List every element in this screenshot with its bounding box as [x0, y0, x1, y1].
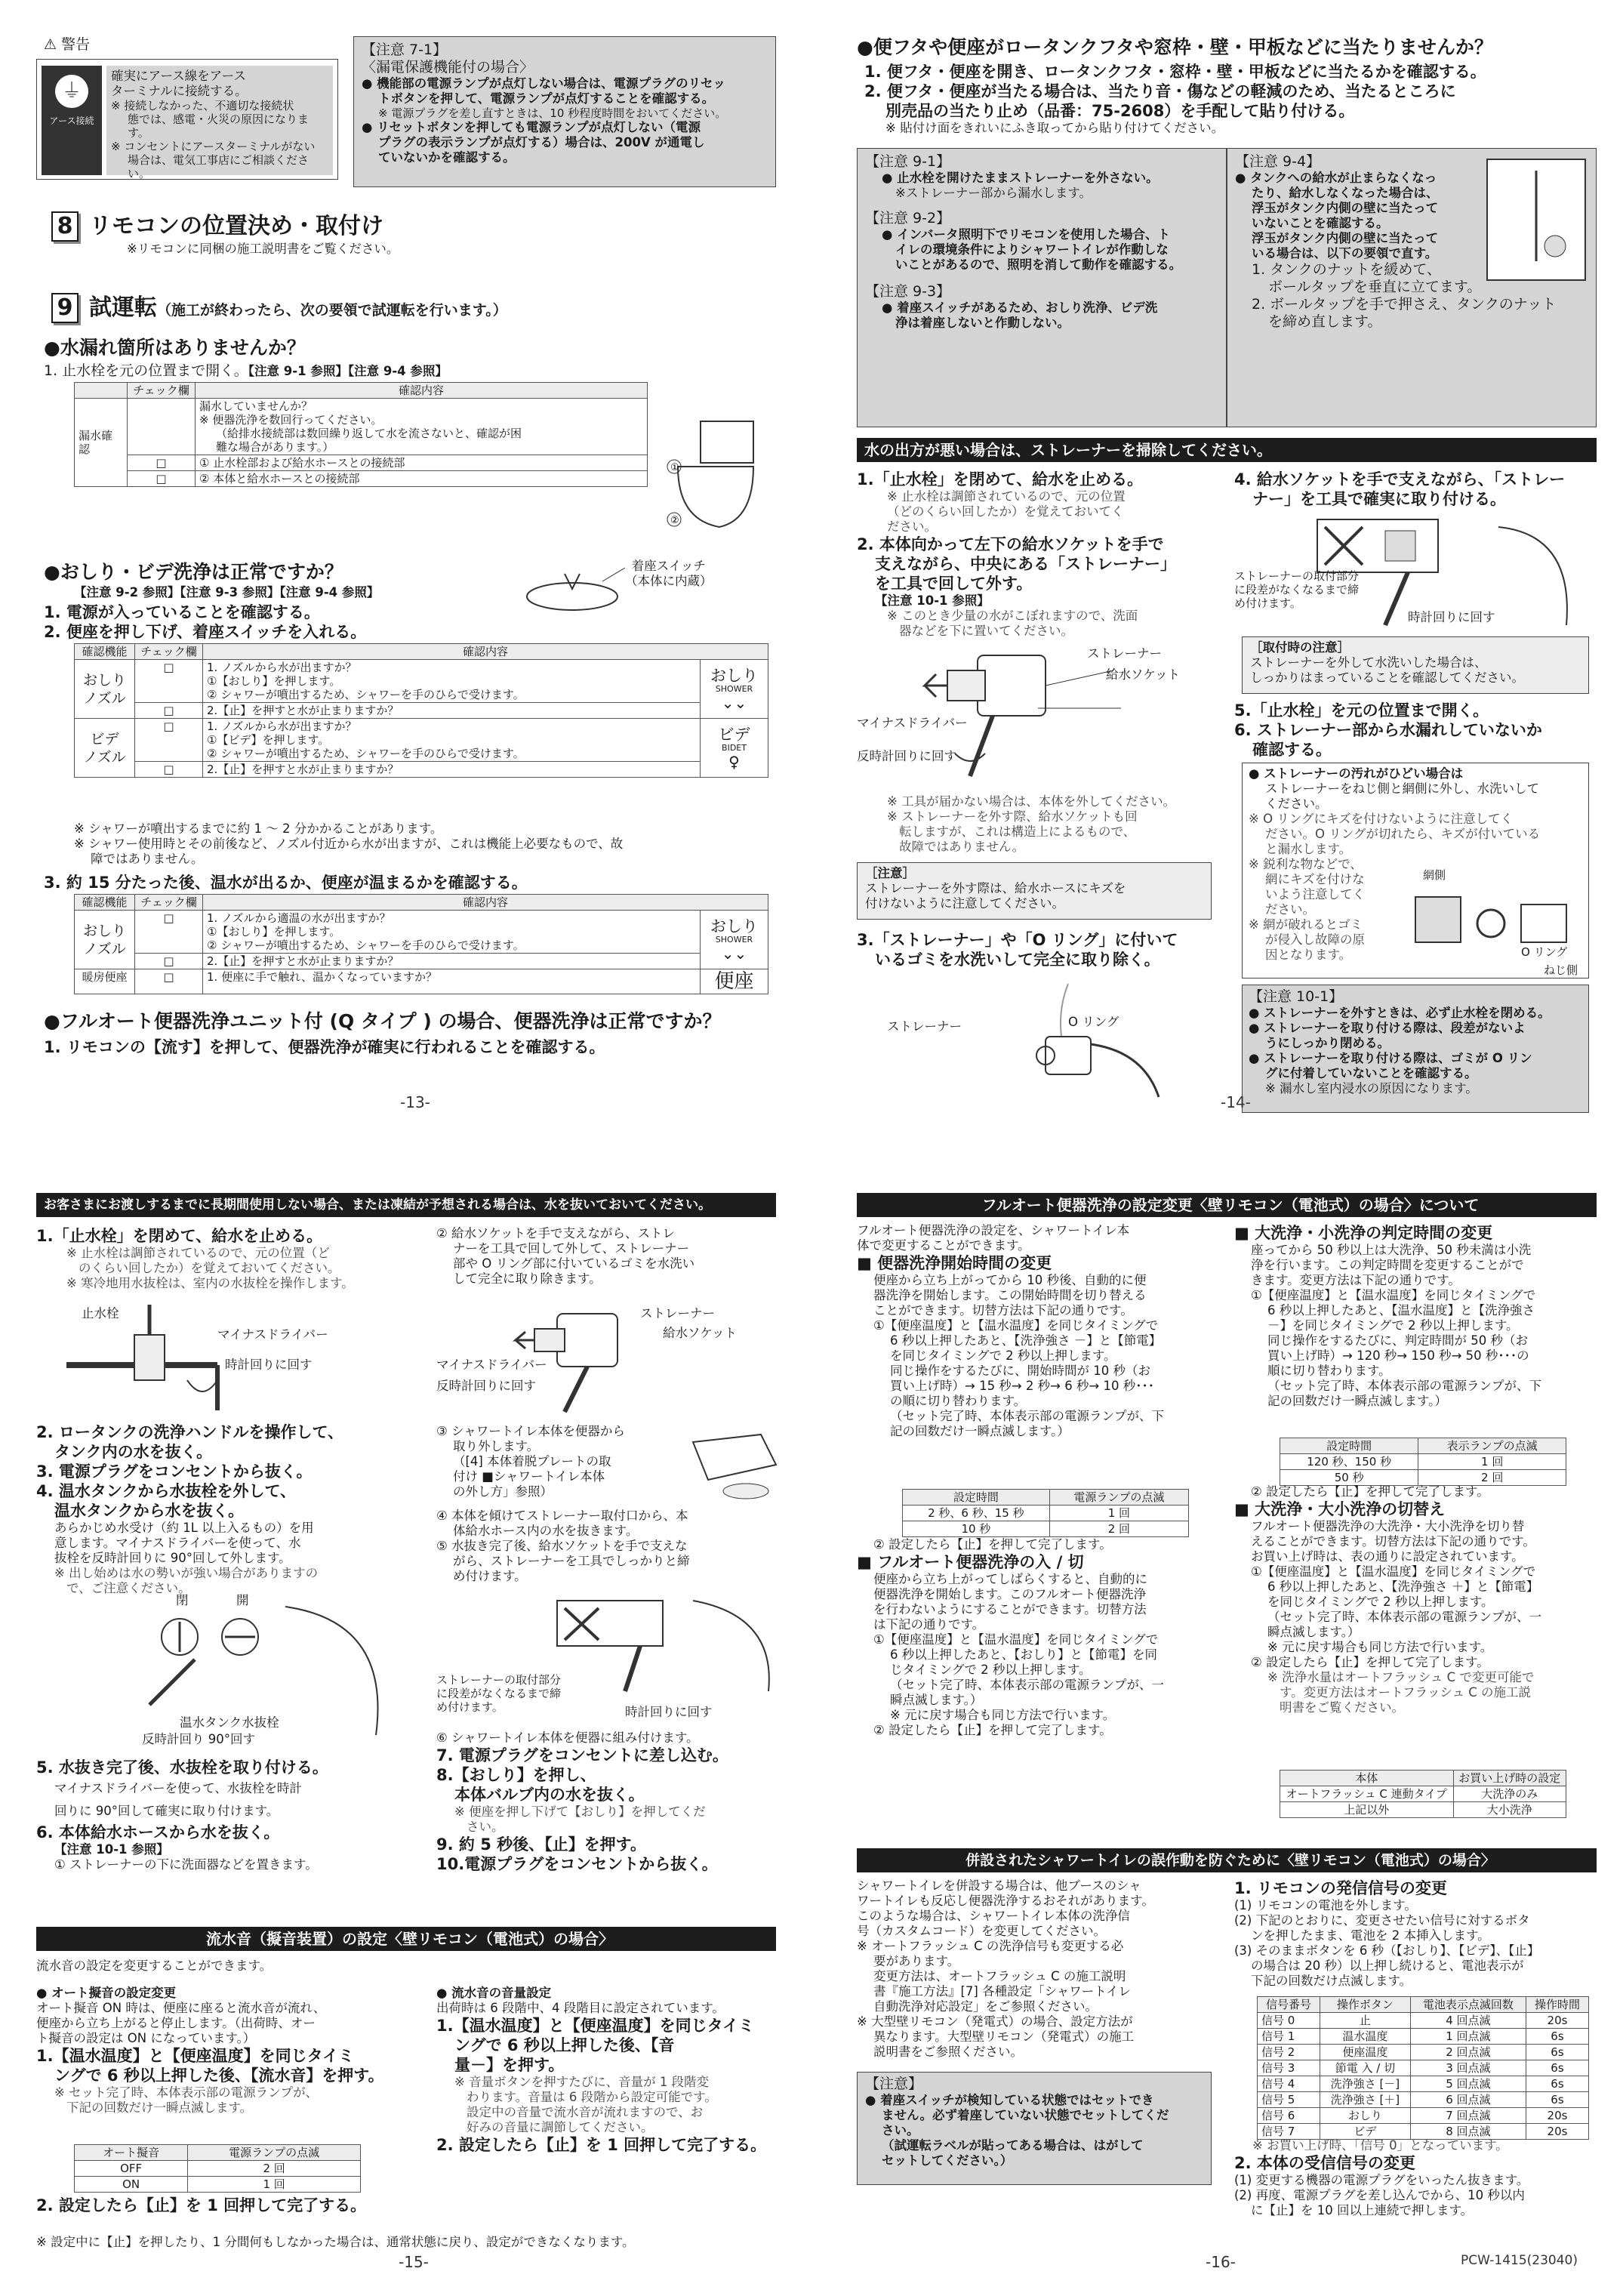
ground-icon: ⏚: [55, 75, 88, 108]
seat-switch-illustration: [519, 559, 625, 615]
section-9: 9 試運転（施工が終わったら、次の要領で試運転を行います。）: [51, 293, 507, 323]
strainer-parts-illustration: [1400, 882, 1581, 972]
warm-water-table: 確認機能 チェック欄 確認内容 おしり ノズル □ 1. ノズルから適温の水が出ますか？ ①【おしり】を押します。 ② シャワーが噴出するため、シャワーを手のひらで受けます。 おしり SHOWER ⌄⌄ □ 2.【止】を押すと水が止まりますか？ 暖房便座 □ 1. 便座に手で触れ、温かくなっていますか？ 便座: [74, 894, 768, 994]
volume-section: ● 流水音の音量設定 出荷時は 6 段階中、4 段階目に設定されています。 1.【温水温度】と【便座温度】を同じタイミ ングで 6 秒以上押した後、【音 量－】を押す。 ※ 音量ボタンを押すたびに、音量が 1 段階変 わります。音量は 6 段階から設定可能です。 設定中の音量で流水音が流れますので、お 好みの音量に調節してください。 2. 設定したら【止】を 1 回押して完了する。: [436, 1986, 767, 2154]
warning-label: 警告: [61, 36, 91, 53]
note-7-1: 【注意 7-1】 〈漏電保護機能付の場合〉 ● 機能部の電源ランプが点灯しない場合は、電源プラグのリセッ トボタンを押して、電源ランプが点灯することを確認する。 ※ 電源プラグを差し直すときは、10 秒程度時間をおいてください。 ● リセットボタンを押しても電源ランプが点灯しない（電源 プラグの表示ランプが点灯する）場合は、200V が通電し ていないかを確認する。: [353, 36, 776, 187]
flush-settings-left: フルオート便器洗浄の設定を、シャワートイレ本 体で変更することができます。 ■ 便器洗浄開始時間の変更 便座から立ち上がってから 10 秒後、自動的に便 器洗浄を開始します。この開始時間を切り替える ことができます。切替方法は下記の通りです。 ①【便座温度】と【温水温度】を同じタイミングで 6 秒以上押したあと、【洗浄強さ －】と【節電】 を同じタイミングで 2 秒以上押します。 同じ操作をするたびに、開始時間が 10 秒（お 買い上げ時）→ 15 秒→ 2 秒→ 6 秒→ 10 秒･･･ の順に切り替わります。 （セット完了時、本体表示部の電源ランプが、下 記の回数だけ一瞬点滅します。）: [857, 1223, 1164, 1438]
section-title: リモコンの位置決め・取付け: [89, 213, 383, 239]
drain-steps-left: 1.「止水栓」を閉めて、給水を止める。 ※ 止水栓は調節されているので、元の位置（ど のくらい回したか）を覚えておいてください。 ※ 寒冷地用水抜栓は、室内の水抜栓を操作します。: [36, 1227, 354, 1290]
signal-change-section: 1. リモコンの発信信号の変更 (1) リモコンの電池を外します。 (2) 下記のとおりに、変更させたい信号に対するボタ ンを押したまま、電池を 2 本挿入します。 (3) そのままボタンを 6 秒（【おしり】、【ビデ】、【止】 の場合は 20 秒）以上押し続けると、電池表示が 下記の回数だけ点滅します。: [1234, 1879, 1540, 1988]
section-8: 8 リモコンの位置決め・取付け ※リモコンに同梱の施工説明書をご覧ください。: [51, 211, 399, 257]
ground-symbol: ⏚ アース接続: [42, 66, 102, 175]
strainer-steps-left: 1.「止水栓」を閉めて、給水を止める。 ※ 止水栓は調節されているので、元の位置 （どのくらい回したか）を覚えておいてく ださい。 2. 本体向かって左下の給水ソケットを手で 支えながら、中央にある「ストレーナー」 を工具で回して外す。 【注意 10-1 参照】 ※ このとき少量の水がこぼれますので、洗面 器などを下に置いてください。: [857, 470, 1176, 638]
judge-time-table: 設定時間 表示ランプの点滅 120 秒、150 秒 1 回 50 秒 2 回: [1280, 1438, 1566, 1486]
oshiri-notes: ※ シャワーが噴出するまでに約 1 ～ 2 分かかることがあります。 ※ シャワー使用時とその前後など、ノズル付近から水が出ますが、これは機能上必要なもので、故 障ではありません。: [74, 821, 624, 866]
flow-sound-banner: 流水音（擬音装置）の設定〈壁リモコン（電池式）の場合〉: [36, 1927, 776, 1951]
page-13: ⚠ 警告 ⏚ アース接続 確実にアース線をアース ターミナルに接続する。 ※ 接続しなかった、不適切な接続状 態では、感電・火災の原因になります。 ※ コンセントにアースターミナルがない 場合は、電気工事店にご相談ください。 【注意 7-1】 〈漏電保護機能付の場合〉 ● 機能部の電源ランプが点灯しない場合は、電源プラグのリセッ トボタンを押して、電源ランプが点灯することを確認する。 ※ 電源プラグを差し直すときは、10 秒程度時間をおいてください。 ● リセットボタンを押しても電源ランプが点灯しない（電源 プラグの表示ランプが点灯する）場合は、200V が通電し ていないかを確認する。 8 リモコンの位置決め・取付け ※リモコンに同梱の施工説明書をご覧ください。 9 試運転（施工が終わったら、次の要領で試運転を行います。） ●水漏れ箇所はありませんか？ 1. 止水栓を元の位置まで開く。【注意 9-1 参照】【注意 9-4 参照】 チェック欄 確認内容 漏水確認 漏水していませんか？ ※ 便器洗浄を数回行ってください。 （給排水接続部は数回繰り返して水を流さないと、確認が困 難な場合があります。） □ ① 止水栓部および給水ホースとの接続部 □ ② 本体と給水ホースとの接続部 ① ② ●おしり・ビデ洗浄は正常ですか？ 【注意 9-2 参照】【注意 9-3 参照】【注意 9-4 参照】 着座スイッチ （本体に内蔵） 1. 電源が入っていることを確認する。 2. 便座を押し下げ、着座スイッチを入れる。 確認機能 チェック欄 確認内容 おしり ノズル □ 1. ノズルから水が出ますか？ ①【おしり】を押します。 ② シャワーが噴出するため、シャワーを手のひらで受けます。 おしり SHOWER ⌄⌄ □ 2.【止】を押すと水が止まりますか？ ビデ ノズル □ 1. ノズルから水が出ますか？ ①【ビデ】を押します。 ② シャワーが噴出するため、シャワーを手のひらで受けます。 ビデ BIDET ♀ □ 2.【止】を押すと水が止まりますか？ ※ シャワーが噴出するまでに約 1 ～ 2 分かかることがあります。 ※ シャワー使用時とその前後など、ノズル付近から水が出ますが、これは機能上必要なもので、故 障ではありません。 3. 約 15 分たった後、温水が出るか、便座が温まるかを確認する。 確認機能 チェック欄 確認内容 おしり ノズル □ 1. ノズルから適温の水が出ますか？ ①【おしり】を押します。 ② シャワーが噴出するため、シャワーを手のひらで受けます。 おしり SHOWER ⌄⌄ □ 2.【止】を押すと水が止まりますか？ 暖房便座 □ 1. 便座に手で触れ、温かくなっていますか？ 便座 ●フルオート便器洗浄ユニット付 (Q タイプ ) の場合、便器洗浄は正常ですか？ 1. リモコンの【流す】を押して、便器洗浄が確実に行われることを確認する。 -13-: [36, 36, 791, 1116]
caution-install: ［取付時の注意］ ストレーナーを外して水洗いした場合は、 しっかりはまっていることを確認してください。: [1242, 636, 1589, 694]
start-time-table: 設定時間 電源ランプの点滅 2 秒、6 秒、15 秒 1 回 10 秒 2 回: [902, 1489, 1189, 1537]
flush-type-table: 本体 お買い上げ時の設定 オートフラッシュ C 連動タイプ 大洗浄のみ 上記以外 大小洗浄: [1280, 1770, 1566, 1818]
svg-text:①: ①: [670, 462, 679, 473]
checkbox[interactable]: □: [135, 762, 203, 778]
seat-button-icon: 便座: [701, 969, 768, 994]
oshiri-button-icon: おしり SHOWER ⌄⌄: [701, 911, 768, 969]
oshiri-bidet-table: 確認機能 チェック欄 確認内容 おしり ノズル □ 1. ノズルから水が出ますか？ ①【おしり】を押します。 ② シャワーが噴出するため、シャワーを手のひらで受けます。 おしり SHOWER ⌄⌄ □ 2.【止】を押すと水が止まりますか？ ビデ ノズル □ 1. ノズルから水が出ますか？ ①【ビデ】を押します。 ② シャワーが噴出するため、シャワーを手のひらで受けます。 ビデ BIDET ♀ □ 2.【止】を押すと水が止まりますか？: [74, 643, 768, 778]
strainer-notes: ※ 工具が届かない場合は、本体を外してください。 ※ ストレーナーを外す際、給水ソケットも回 転しますが、これは構造上によるもので、 故障ではありません。: [887, 794, 1176, 854]
warning-section: [36, 36, 338, 180]
flush-settings-left-2: ② 設定したら【止】を押して完了します。 ■ フルオート便器洗浄の入 / 切 便座から立ち上がってしばらくすると、自動的に 便器洗浄を開始します。このフルオート便器洗浄 を行わないようにすることができます。切替方法 は下記の通りです。 ①【便座温度】と【温水温度】を同じタイミングで 6 秒以上押したあと、【おしり】と【節電】を同 じタイミングで 2 秒以上押します。 （セット完了時、本体表示部の電源ランプが、一 瞬点滅します。） ※ 元に戻す場合も同じ方法で行います。 ② 設定したら【止】を押して完了します。: [857, 1537, 1164, 1737]
note-10-1: 【注意 10-1】 ● ストレーナーを外すときは、必ず止水栓を閉める。 ● ストレーナーを取り付ける際は、段差がないよ うにしっかり閉める。 ● ストレーナーを取り付ける際は、ゴミが O リン グに付着していないことを確認する。 ※ 漏水し室内浸水の原因になります。: [1242, 985, 1589, 1113]
document-code: PCW-1415(23040): [1461, 2253, 1578, 2268]
misfire-note: 【注意】 ● 着座スイッチが検知している状態ではセットでき ません。必ず着座していない状態でセットしてくだ さい。 （試運転ラベルが貼ってある場合は、はがして セットしてください。）: [857, 2072, 1212, 2185]
note-9-4: 【注意 9-4】 ● タンクへの給水が止まらなくなっ たり、給水しなくなった場合は、 浮玉がタンク内側の壁に当たって いないことを確認する。 浮玉がタンク内側の壁に当たって いる場合は、以下の要領で直す。 1. タンクのナットを緩めて、 ボールタップを垂直に立てます。 2. ボールタップを手で押さえ、タンクのナット を締め直します。: [1227, 148, 1597, 427]
checkbox[interactable]: □: [135, 660, 203, 703]
page-number: -14-: [1221, 1093, 1251, 1111]
strainer-banner: 水の出方が悪い場合は、ストレーナーを掃除してください。: [857, 438, 1597, 462]
page-number: -16-: [1206, 2253, 1236, 2271]
body-illustration: [685, 1419, 784, 1502]
svg-text:②: ②: [670, 515, 679, 526]
misfire-text: シャワートイレを併設する場合は、他ブースのシャ ワートイレも反応し便器洗浄するおそれがあります。 このような場合は、シャワートイレ本体の洗浄信 号（カスタムコード）を変更してください。 ※ オートフラッシュ C の洗浄信号も変更する必 要があります。 変更方法は、オートフラッシュ C の施工説明 書『施工方法』[7] 各種設定「シャワートイレ 自動洗浄対応設定」をご参照ください。 ※ 大型壁リモコン（発電式）の場合、設定方法が 異なります。大型壁リモコン（発電式）の施工 説明書をご参照ください。: [857, 1878, 1154, 2059]
checkbox[interactable]: □: [135, 954, 203, 969]
page-number: -15-: [399, 2253, 429, 2271]
flush-settings-right: ■ 大洗浄・小洗浄の判定時間の変更 座ってから 50 秒以上は大洗浄、50 秒未満は小洗 浄を行います。この判定時間を変更することがで きます。変更方法は下記の通りです。 ①【便座温度】と【温水温度】を同じタイミングで 6 秒以上押したあと、【温水温度】と【洗浄強さ －】を同じタイミングで 2 秒以上押します。 同じ操作をするたびに、判定時間が 50 秒（お 買い上げ時）→ 120 秒→ 150 秒→ 50 秒･･･の 順に切り替わります。 （セット完了時、本体表示部の電源ランプが、下 記の回数だけ一瞬点滅します。）: [1234, 1224, 1541, 1408]
warning-text: 確実にアース線をアース ターミナルに接続する。 ※ 接続しなかった、不適切な接続状 態では、感電・火災の原因になります。 ※ コンセントにアースターミナルがない 場合は、電気工事店にご相談ください。: [106, 66, 333, 175]
checkbox[interactable]: □: [135, 969, 203, 994]
page-15: お客さまにお渡しするまでに長期間使用しない場合、または凍結が予想される場合は、水を抜いておいてください。 1.「止水栓」を閉めて、給水を止める。 ※ 止水栓は調節されているので、元の位置（ど のくらい回したか）を覚えておいてください。 ※ 寒冷地用水抜栓は、室内の水抜栓を操作します。 止水栓 マイナスドライバー 時計回りに回す 2. ロータンクの洗浄ハンドルを操作して、 タンク内の水を抜く。 3. 電源プラグをコンセントから抜く。 4. 温水タンクから水抜栓を外して、 温水タンクから水を抜く。 あらかじめ水受け（約 1L 以上入るもの）を用 意します。マイナスドライバーを使って、水 抜栓を反時計回りに 90°回して外します。 ※ 出し始めは水の勢いが強い場合がありますの で、ご注意ください。 閉 開 温水タンク水抜栓 反時計回り 90°回す 5. 水抜き完了後、水抜栓を取り付ける。 マイナスドライバーを使って、水抜栓を時計 回りに 90°回して確実に取り付けます。 6. 本体給水ホースから水を抜く。 【注意 10-1 参照】 ① ストレーナーの下に洗面器などを置きます。 ② 給水ソケットを手で支えながら、ストレ ナーを工具で回して外して、ストレーナー 部や O リング部に付いているゴミを水洗い して完全に取り除きます。 ストレーナー 給水ソケット マイナスドライバー 反時計回りに回す ③ シャワートイレ本体を便器から 取り外します。 （[4] 本体着脱プレートの取 付け ■シャワートイレ本体 の外し方」参照） ④ 本体を傾けてストレーナー取付口から、本 体給水ホース内の水を抜きます。 ⑤ 水抜き完了後、給水ソケットを手で支えな がら、ストレーナーを工具でしっかりと締 め付けます。 ストレーナーの取付部分 に段差がなくなるまで締 め付けます。 時計回りに回す ⑥ シャワートイレ本体を便器に組み付けます。 7. 電源プラグをコンセントに差し込む。 8.【おしり】を押し、 本体バルブ内の水を抜く。 ※ 便座を押し下げて【おしり】を押してくだ さい。 9. 約 5 秒後、【止】を押す。 10.電源プラグをコンセントから抜く。 流水音（擬音装置）の設定〈壁リモコン（電池式）の場合〉 流水音の設定を変更することができます。 ● オート擬音の設定変更 オート擬音 ON 時は、便座に座ると流水音が流れ、 便座から立ち上がると停止します。（出荷時、オー ト擬音の設定は ON になっています。） 1.【温水温度】と【便座温度】を同じタイミ ングで 6 秒以上押した後、【流水音】を押す。 ※ セット完了時、本体表示部の電源ランプが、 下記の回数だけ一瞬点滅します。 オート擬音 電源ランプの点滅 OFF 2 回 ON 1 回 2. 設定したら【止】を 1 回押して完了する。 ● 流水音の音量設定 出荷時は 6 段階中、4 段階目に設定されています。 1.【温水温度】と【便座温度】を同じタイミ ングで 6 秒以上押した後、【音 量－】を押す。 ※ 音量ボタンを押すたびに、音量が 1 段階変 わります。音量は 6 段階から設定可能です。 設定中の音量で流水音が流れますので、お 好みの音量に調節してください。 2. 設定したら【止】を 1 回押して完了する。 ※ 設定中に【止】を押したり、1 分間何もしなかった場合は、通常状態に戻り、設定ができなくなります。 -15-: [36, 1193, 791, 2273]
step-number: 9: [51, 293, 79, 323]
bidet-button-icon: ビデ BIDET ♀: [701, 719, 768, 778]
checkbox[interactable]: □: [135, 703, 203, 719]
strainer-install-illustration-2: [527, 1593, 784, 1699]
auto-flush-banner: フルオート便器洗浄の設定変更〈壁リモコン（電池式）の場合〉について: [857, 1193, 1597, 1217]
toilet-illustration: [655, 414, 768, 542]
section-title: 試運転: [89, 294, 157, 321]
leak-check-table: チェック欄 確認内容 漏水確認 漏水していませんか？ ※ 便器洗浄を数回行ってください。 （給排水接続部は数回繰り返して水を流さないと、確認が困 難な場合があります。） □ ① 止水栓部および給水ホースとの接続部 □ ② 本体と給水ホースとの接続部: [74, 382, 648, 487]
auto-sound-table: オート擬音 電源ランプの点滅 OFF 2 回 ON 1 回: [74, 2144, 361, 2193]
drain-steps-right-2: ④ 本体を傾けてストレーナー取付口から、本 体給水ホース内の水を抜きます。 ⑤ 水抜き完了後、給水ソケットを手で支えな がら、ストレーナーを工具でしっかりと締 め付けます。: [436, 1509, 690, 1583]
checkbox[interactable]: □: [135, 911, 203, 954]
tank-float-illustration: [1483, 156, 1589, 284]
dirty-strainer-box: ● ストレーナーの汚れがひどい場合は ストレーナーをねじ側と網側に外し、水洗いして ください。 ※ O リングにキズを付けないように注意してく ださい。O リングが切れたら、キズが付いている と漏水します。 ※ 鋭利な物などで、 網にキズを付けな いよう注意してく ださい。 ※ 網が破れるとゴミ が侵入し故障の原 因となります。: [1242, 763, 1589, 978]
auto-flush-heading: ●フルオート便器洗浄ユニット付 (Q タイプ ) の場合、便器洗浄は正常ですか？: [44, 1010, 722, 1032]
step-number: 8: [51, 211, 79, 242]
remove-body-text: ③ シャワートイレ本体を便器から 取り外します。 （[4] 本体着脱プレートの取 付け ■シャワートイレ本体 の外し方」参照）: [436, 1424, 625, 1499]
notes-9-1-to-9-3: 【注意 9-1】 ● 止水栓を開けたままストレーナーを外さない。 ※ストレーナー部から漏水します。 【注意 9-2】 ● インバータ照明下でリモコンを使用した場合、ト イレの環境条件によりシャワートイレが作動しな いことがあるので、照明を消して動作を確認する。 【注意 9-3】 ● 着座スイッチがあるため、おしり洗浄、ビデ洗 浄は着座しないと作動しない。: [857, 148, 1227, 427]
drain-steps-left-3: 5. 水抜き完了後、水抜栓を取り付ける。 マイナスドライバーを使って、水抜栓を時計 回りに 90°回して確実に取り付けます。 6. 本体給水ホースから水を抜く。 【注意 10-1 参照】 ① ストレーナーの下に洗面器などを置きます。: [36, 1758, 328, 1872]
drain-steps-right: ② 給水ソケットを手で支えながら、ストレ ナーを工具で回して外して、ストレーナー 部や O リング部に付いているゴミを水洗い して完全に取り除きます。: [436, 1226, 695, 1286]
auto-sound-section: ● オート擬音の設定変更 オート擬音 ON 時は、便座に座ると流水音が流れ、 便座から立ち上がると停止します。（出荷時、オー ト擬音の設定は ON になっています。） 1.【温水温度】と【便座温度】を同じタイミ ングで 6 秒以上押した後、【流水音】を押す。 ※ セット完了時、本体表示部の電源ランプが、 下記の回数だけ一瞬点滅します。: [36, 1986, 384, 2115]
checkbox[interactable]: □: [135, 719, 203, 762]
lid-heading: ●便フタや便座がロータンクフタや窓枠・壁・甲板などに当たりませんか？: [857, 36, 1493, 58]
drain-banner: お客さまにお渡しするまでに長期間使用しない場合、または凍結が予想される場合は、水を抜いておいてください。: [36, 1193, 776, 1217]
page-number: -13-: [400, 1093, 430, 1111]
checkbox[interactable]: □: [128, 455, 196, 471]
caution-hose: ［注意］ ストレーナーを外す際は、給水ホースにキズを 付けないように注意してください。: [857, 862, 1212, 920]
page-16: [857, 1193, 1597, 2273]
signal-table: 信号番号 操作ボタン 電池表示点滅回数 操作時間 信号 0 止 4 回点滅 20s 信号 1 温水温度 1 回点滅 6s 信号 2 便座温度 2 回点滅 6s 信号 3 節電 入 / 切 3 回点滅 6s 信号 4 洗浄強さ [－] 5 回点滅 6s 信号 5 洗浄強さ [＋] 6 回点滅 6s 信号 6 おしり 7 回点滅 20s 信号 7 ビデ 8 回点滅 20s: [1257, 1996, 1589, 2140]
strainer-steps-right: 4. 給水ソケットを手で支えながら、「ストレー ナー」を工具で確実に取り付ける。: [1234, 470, 1566, 508]
checkbox[interactable]: □: [128, 471, 196, 487]
misfire-banner: 併設されたシャワートイレの誤作動を防ぐために〈壁リモコン（電池式）の場合〉: [857, 1848, 1597, 1872]
page-14: ●便フタや便座がロータンクフタや窓枠・壁・甲板などに当たりませんか？ 1. 便フタ・便座を開き、ロータンクフタ・窓枠・壁・甲板などに当たるかを確認する。 2. 便フタ・便座が当たる場合は、当たり音・傷などの軽減のため、当たるところに 別売品の当たり止め（品番：75-2608）を手配して貼り付ける。 ※ 貼付け面をきれいにふき取ってから貼り付けてください。 【注意 9-1】 ● 止水栓を開けたままストレーナーを外さない。 ※ストレーナー部から漏水します。 【注意 9-2】 ● インバータ照明下でリモコンを使用した場合、ト イレの環境条件によりシャワートイレが作動しな いことがあるので、照明を消して動作を確認する。 【注意 9-3】 ● 着座スイッチがあるため、おしり洗浄、ビデ洗 浄は着座しないと作動しない。 【注意 9-4】 ● タンクへの給水が止まらなくなっ たり、給水しなくなった場合は、 浮玉がタンク内側の壁に当たって いないことを確認する。 浮玉がタンク内側の壁に当たって いる場合は、以下の要領で直す。 1. タンクのナットを緩めて、 ボールタップを垂直に立てます。 2. ボールタップを手で押さえ、タンクのナット を締め直します。 水の出方が悪い場合は、ストレーナーを掃除してください。 1.「止水栓」を閉めて、給水を止める。 ※ 止水栓は調節されているので、元の位置 （どのくらい回したか）を覚えておいてく ださい。 2. 本体向かって左下の給水ソケットを手で 支えながら、中央にある「ストレーナー」 を工具で回して外す。 【注意 10-1 参照】 ※ このとき少量の水がこぼれますので、洗面 器などを下に置いてください。 ストレーナー 給水ソケット マイナスドライバー 反時計回りに回す ※ 工具が届かない場合は、本体を外してください。 ※ ストレーナーを外す際、給水ソケットも回 転しますが、これは構造上によるもので、 故障ではありません。 ［注意］ ストレーナーを外す際は、給水ホースにキズを 付けないように注意してください。 3.「ストレーナー」や「O リング」に付いて いるゴミを水洗いして完全に取り除く。 ストレーナー O リング 4. 給水ソケットを手で支えながら、「ストレー ナー」を工具で確実に取り付ける。 ストレーナーの取付部分 に段差がなくなるまで締 め付けます。 時計回りに回す ［取付時の注意］ ストレーナーを外して水洗いした場合は、 しっかりはまっていることを確認してください。 5.「止水栓」を元の位置まで開く。 6. ストレーナー部から水漏れしていないか 確認する。 ● ストレーナーの汚れがひどい場合は ストレーナーをねじ側と網側に外し、水洗いして ください。 ※ O リングにキズを付けないように注意してく ださい。O リングが切れたら、キズが付いている と漏水します。 ※ 鋭利な物などで、 網にキズを付けな いよう注意してく ださい。 ※ 網が破れるとゴミ が侵入し故障の原 因となります。 網側 O リング ねじ側 【注意 10-1】 ● ストレーナーを外すときは、必ず止水栓を閉める。 ● ストレーナーを取り付ける際は、段差がないよ うにしっかり閉める。 ● ストレーナーを取り付ける際は、ゴミが O リン グに付着していないことを確認する。 ※ 漏水し室内浸水の原因になります。 -14-: [857, 36, 1597, 1116]
flush-settings-right-2: ② 設定したら【止】を押して完了します。 ■ 大洗浄・大小洗浄の切替え フルオート便器洗浄の大洗浄・大小洗浄を切り替 えることができます。切替方法は下記の通りです。 お買い上げ時は、表の通りに設定されています。 ①【便座温度】と【温水温度】を同じタイミングで 6 秒以上押したあと、【洗浄強さ ＋】と【節電】 を同じタイミングで 2 秒以上押します。 （セット完了時、本体表示部の電源ランプが、一 瞬点滅します。） ※ 元に戻す場合も同じ方法で行います。 ② 設定したら【止】を押して完了します。 ※ 洗浄水量はオートフラッシュ C で変更可能で す。変更方法はオートフラッシュ C の施工説 明書をご覧ください。: [1234, 1484, 1541, 1715]
leak-heading: ●水漏れ箇所はありませんか？: [44, 337, 306, 359]
washing-illustration: [917, 976, 1189, 1105]
receive-signal-section: ※ お買い上げ時、「信号 0」となっています。 2. 本体の受信信号の変更 (1) 変更する機器の電源プラグをいったん抜きます。 (2) 再度、電源プラグを差し込んでから、10 秒以内 に【止】を 10 回以上連続で押します。: [1234, 2138, 1529, 2217]
oshiri-heading: ●おしり・ビデ洗浄は正常ですか？: [44, 561, 343, 583]
oshiri-button-icon: おしり SHOWER ⌄⌄: [701, 660, 768, 719]
warning-icon: ⚠: [44, 36, 57, 53]
drain-steps-left-2: 2. ロータンクの洗浄ハンドルを操作して、 タンク内の水を抜く。 3. 電源プラグをコンセントから抜く。 4. 温水タンクから水抜栓を外して、 温水タンクから水を抜く。 あらかじめ水受け（約 1L 以上入るもの）を用 意します。マイナスドライバーを使って、水 抜栓を反時計回りに 90°回して外します。 ※ 出し始めは水の勢いが強い場合がありますの で、ご注意ください。: [36, 1423, 344, 1595]
drain-steps-right-3: ⑥ シャワートイレ本体を便器に組み付けます。 7. 電源プラグをコンセントに差し込む。 8.【おしり】を押し、 本体バルブ内の水を抜く。 ※ 便座を押し下げて【おしり】を押してくだ さい。 9. 約 5 秒後、【止】を押す。 10.電源プラグをコンセントから抜く。: [436, 1730, 728, 1873]
